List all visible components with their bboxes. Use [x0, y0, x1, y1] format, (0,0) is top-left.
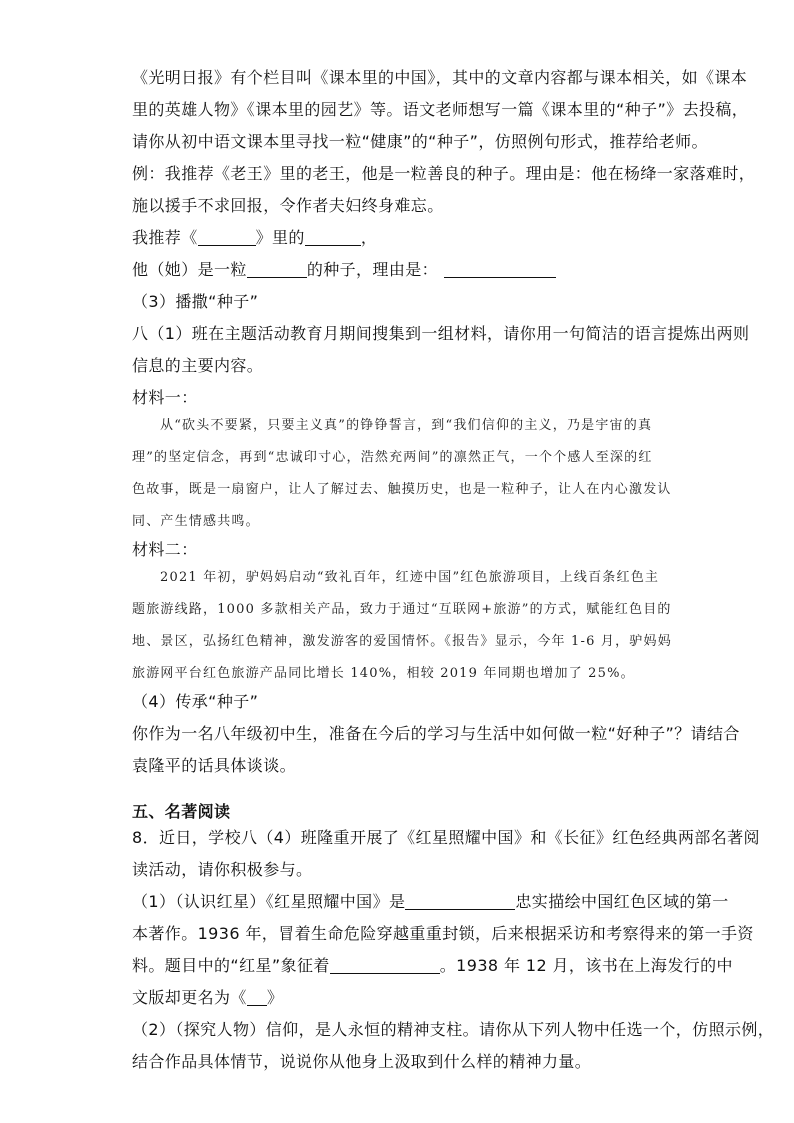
question-intro-line-2: 里的英雄人物》《课本里的园艺》等。语文老师想写一篇《课本里的“种子”》去投稿， — [132, 100, 749, 119]
fill-text: 忠实描绘中国红色区域的第一 — [515, 892, 729, 911]
material-1-label: 材料一： — [132, 388, 198, 407]
subquestion-4-prompt-1: 你作为一名八年级初中生，准备在今后的学习与生活中如何做一粒“好种子”？请结合 — [132, 724, 740, 743]
question-8-1-line-4 — [132, 988, 283, 1008]
material-2-line: 题旅游线路，1000 多款相关产品，致力于通过“互联网+旅游”的方式，赋能红色目的 — [132, 602, 672, 617]
material-2-line: 旅游网平台红色旅游产品同比增长 140%，相较 2019 年同期也增加了 25%。 — [132, 666, 635, 681]
example-line-2: 施以援手不求回报，令作者夫妇终身难忘。 — [132, 196, 444, 215]
fill-text: 文版却更名为《 — [132, 988, 247, 1007]
fill-text: 他（她）是一粒 — [132, 260, 247, 279]
question-8-line-2: 读活动，请你积极参与。 — [132, 860, 313, 879]
material-1-line: 同、产生情感共鸣。 — [132, 514, 260, 529]
material-1-line: 理”的坚定信念，再到“忠诚印寸心，浩然充两间”的凛然正气，一个个感人至深的红 — [132, 450, 653, 465]
question-8-1-line-3 — [132, 956, 733, 976]
fill-in-line-2 — [132, 260, 556, 280]
material-1-line: 从“砍头不要紧，只要主义真”的铮铮誓言，到“我们信仰的主义，乃是宇宙的真 — [160, 418, 653, 433]
answer-blank-reason[interactable] — [444, 261, 556, 278]
answer-blank-symbol[interactable] — [330, 957, 440, 974]
question-8-1-line-2: 本著作。1936 年，冒着生命危险穿越重重封锁，后来根据采访和考察得来的第一手资 — [132, 924, 754, 943]
subquestion-3-prompt-1: 八（1）班在主题活动教育月期间搜集到一组材料，请你用一句简洁的语言提炼出两则 — [132, 324, 750, 343]
question-intro-line-1: 《光明日报》有个栏目叫《课本里的中国》，其中的文章内容都与课本相关，如《课本 — [132, 68, 748, 87]
answer-blank-book[interactable] — [198, 229, 256, 246]
answer-blank-character[interactable] — [305, 229, 361, 246]
material-2-line: 2021 年初，驴妈妈启动“致礼百年，红迹中国”红色旅游项目，上线百条红色主 — [160, 570, 660, 585]
question-8-line-1: 8．近日，学校八（4）班隆重开展了《红星照耀中国》和《长征》红色经典两部名著阅 — [132, 828, 760, 847]
subquestion-3-title: （3）播撒“种子” — [132, 292, 259, 311]
fill-text: 。1938 年 12 月，该书在上海发行的中 — [439, 956, 733, 975]
fill-text: 》 — [266, 988, 284, 1007]
question-intro-line-3: 请你从初中语文课本里寻找一粒“健康”的“种子”，仿照例句形式，推荐给老师。 — [132, 132, 708, 151]
answer-blank-seed[interactable] — [247, 261, 307, 278]
fill-text: ， — [360, 228, 378, 247]
answer-blank-author[interactable] — [405, 893, 515, 910]
subquestion-4-prompt-2: 袁隆平的话具体谈谈。 — [132, 756, 297, 775]
fill-text: （1）（认识红星）《红星照耀中国》是 — [132, 892, 406, 911]
section-heading: 五、名著阅读 — [132, 802, 231, 821]
fill-in-line-1 — [132, 228, 377, 248]
fill-text: 我推荐《 — [132, 228, 198, 247]
subquestion-3-prompt-2: 信息的主要内容。 — [132, 356, 264, 375]
answer-blank-title[interactable] — [247, 989, 267, 1006]
material-2-line: 地、景区，弘扬红色精神，激发游客的爱国情怀。《报告》显示，今年 1-6 月，驴妈妈 — [132, 634, 672, 649]
fill-text: 料。题目中的“红星”象征着 — [132, 956, 330, 975]
material-1-line: 色故事，既是一扇窗户，让人了解过去、触摸历史，也是一粒种子，让人在内心激发认 — [132, 482, 672, 497]
fill-text: 》里的 — [255, 228, 305, 247]
question-8-1-line-1 — [132, 892, 729, 912]
example-line-1: 例：我推荐《老王》里的老王，他是一粒善良的种子。理由是：他在杨绛一家落难时， — [132, 164, 756, 183]
question-8-2-line-2: 结合作品具体情节，说说你从他身上汲取到什么样的精神力量。 — [132, 1052, 592, 1071]
fill-text: 的种子，理由是： — [306, 260, 439, 279]
material-2-label: 材料二： — [132, 540, 198, 559]
question-8-2-line-1: （2）（探究人物）信仰，是人永恒的精神支柱。请你从下列人物中任选一个，仿照示例， — [132, 1020, 775, 1039]
subquestion-4-title: （4）传承“种子” — [132, 692, 259, 711]
